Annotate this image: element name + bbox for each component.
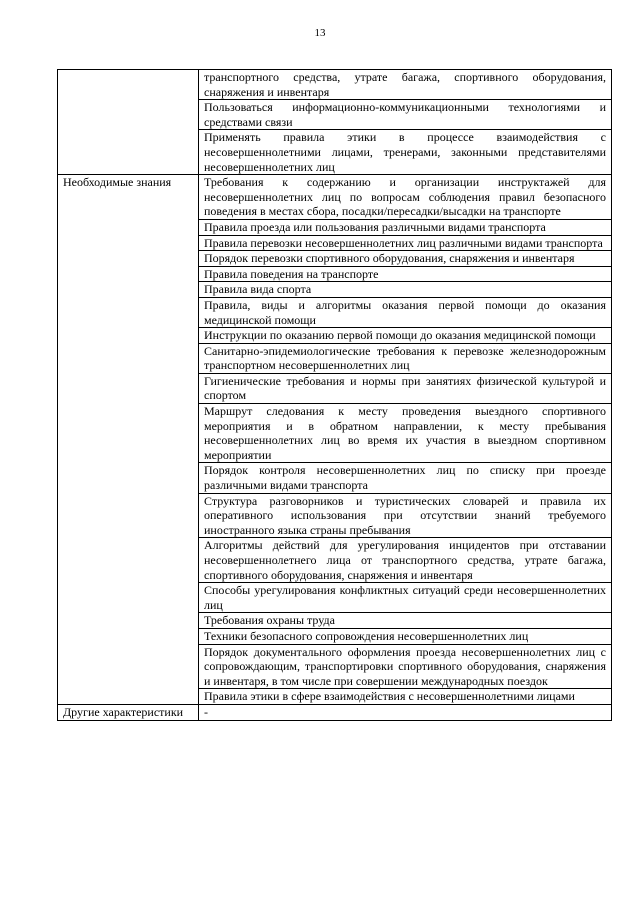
section-other-characteristics-label: Другие характеристики — [58, 704, 199, 720]
specification-table — [57, 69, 612, 721]
section-required-knowledge-item: Порядок перевозки спортивного оборудования, снаряжения и инвентаря — [199, 251, 612, 267]
section-required-knowledge-item: Требования к содержанию и организации инструктажей для несовершеннолетних лиц по вопросам соблюдения правил безопасного поведения в местах сбора, посадки/пересадки/высадки на транспорте — [199, 175, 612, 220]
table-row — [58, 704, 612, 720]
section-required-knowledge-item: Маршрут следования к месту проведения выездного спортивного мероприятия и в обратном направлении, к месту пребывания несовершеннолетних лиц во время их участия в выездном спортивном мероприятии — [199, 404, 612, 463]
section-required-knowledge-item: Способы урегулирования конфликтных ситуаций среди несовершеннолетних лиц — [199, 583, 612, 613]
section-required-knowledge-item: Порядок контроля несовершеннолетних лиц по списку при проезде различными видами транспорта — [199, 463, 612, 493]
section-required-knowledge-item: Техники безопасного сопровождения несовершеннолетних лиц — [199, 628, 612, 644]
section-required-knowledge-item: Правила поведения на транспорте — [199, 266, 612, 282]
section-other-characteristics-value: - — [199, 704, 612, 720]
section-previous-item: транспортного средства, утрате багажа, спортивного оборудования, снаряжения и инвентаря — [199, 70, 612, 100]
section-required-knowledge-item: Санитарно-эпидемиологические требования к перевозке железнодорожным транспортном несовершеннолетних лиц — [199, 343, 612, 373]
section-required-knowledge-item: Алгоритмы действий для урегулирования инцидентов при отставании несовершеннолетнего лица от транспортного средства, утрате багажа, спортивного оборудования, снаряжения и инвентаря — [199, 538, 612, 583]
section-required-knowledge-item: Инструкции по оказанию первой помощи до оказания медицинской помощи — [199, 328, 612, 344]
section-required-knowledge-item: Правила, виды и алгоритмы оказания первой помощи до оказания медицинской помощи — [199, 297, 612, 327]
section-previous-item: Применять правила этики в процессе взаимодействия с несовершеннолетними лицами, тренерами, законными представителями несовершеннолетних лиц — [199, 130, 612, 175]
section-required-knowledge-item: Порядок документального оформления проезда несовершеннолетних лиц с сопровождающим, транспортировки спортивного оборудования, снаряжения и инвентаря, в том числе при совершении международных поездок — [199, 644, 612, 689]
section-required-knowledge-item: Правила вида спорта — [199, 282, 612, 298]
section-required-knowledge-item: Гигиенические требования и нормы при занятиях физической культурой и спортом — [199, 373, 612, 403]
table-row — [58, 70, 612, 100]
section-required-knowledge-label: Необходимые знания — [58, 175, 199, 705]
page-number: 13 — [314, 27, 326, 39]
section-required-knowledge-item: Правила этики в сфере взаимодействия с несовершеннолетними лицами — [199, 689, 612, 705]
section-required-knowledge-item: Правила перевозки несовершеннолетних лиц различными видами транспорта — [199, 235, 612, 251]
section-required-knowledge-item: Требования охраны труда — [199, 613, 612, 629]
specification-table-body — [58, 70, 612, 721]
section-required-knowledge-item: Структура разговорников и туристических словарей и правила их оперативного использования при отсутствии знаний требуемого иностранного языка страны пребывания — [199, 493, 612, 538]
table-row — [58, 175, 612, 220]
section-required-knowledge-item: Правила проезда или пользования различными видами транспорта — [199, 219, 612, 235]
section-previous-item: Пользоваться информационно-коммуникационными технологиями и средствами связи — [199, 100, 612, 130]
section-previous-label — [58, 70, 199, 175]
